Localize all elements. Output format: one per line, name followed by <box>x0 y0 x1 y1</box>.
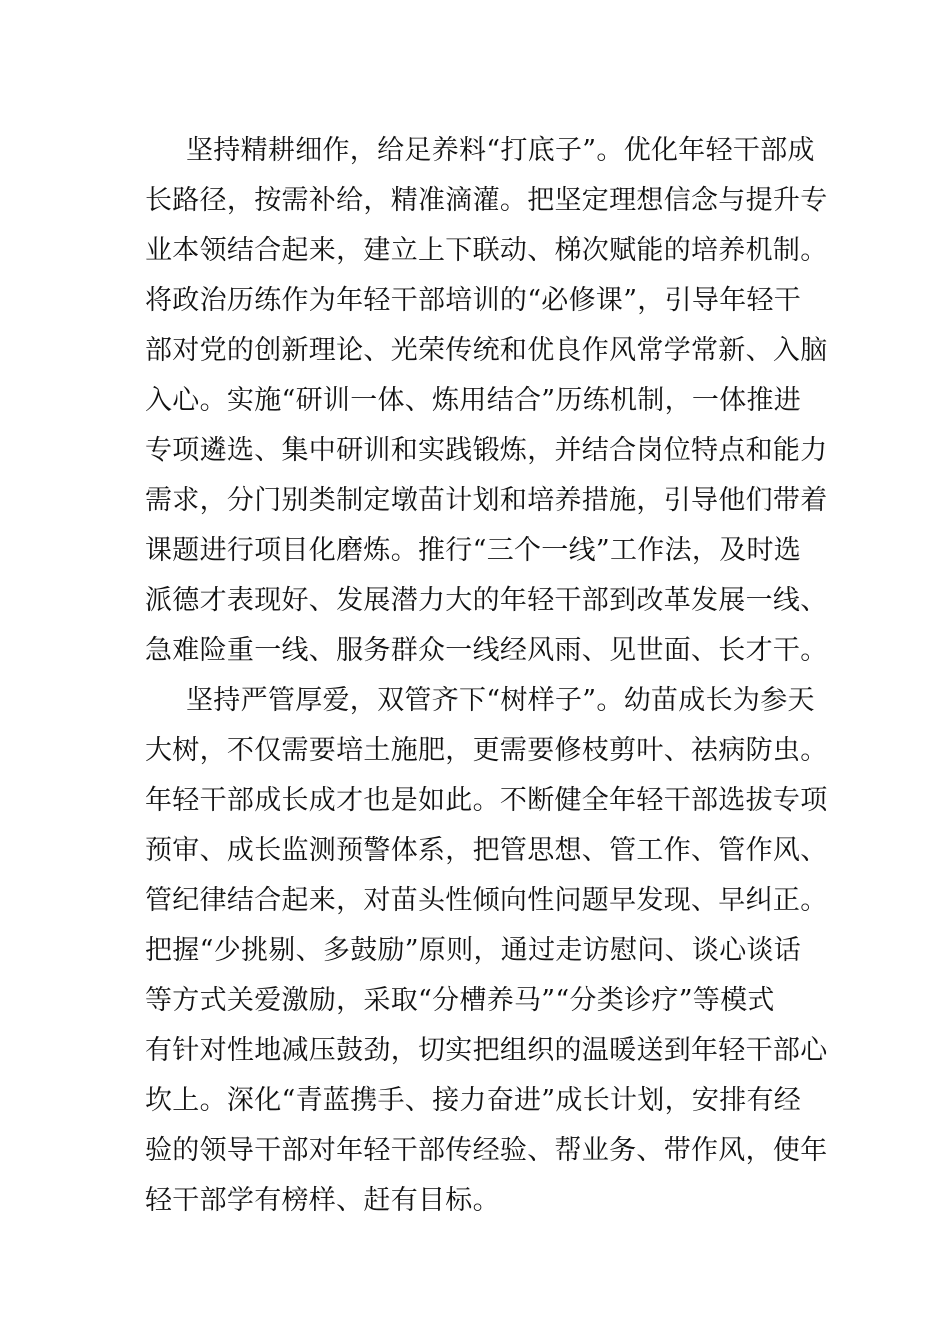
paragraph-line: 坚持精耕细作，给足养料“打底子”。优化年轻干部成 <box>186 135 815 166</box>
paragraph-line: 入心。实施“研训一体、炼用结合”历练机制，一体推进 <box>145 385 802 416</box>
paragraph-line: 轻干部学有榜样、赶有目标。 <box>145 1185 500 1216</box>
paragraph-line: 部对党的创新理论、光荣传统和优良作风常学常新、入脑 <box>145 335 828 366</box>
paragraph-line: 有针对性地减压鼓劲，切实把组织的温暖送到年轻干部心 <box>145 1035 828 1066</box>
paragraph-line: 派德才表现好、发展潜力大的年轻干部到改革发展一线、 <box>145 585 828 616</box>
paragraph-line: 管纪律结合起来，对苗头性倾向性问题早发现、早纠正。 <box>145 885 828 916</box>
paragraph-line: 急难险重一线、服务群众一线经风雨、见世面、长才干。 <box>145 635 828 666</box>
paragraph-1 <box>145 126 828 676</box>
paragraph-line: 预审、成长监测预警体系，把管思想、管工作、管作风、 <box>145 835 828 866</box>
paragraph-line: 等方式关爱激励，采取“分槽养马”“分类诊疗”等模式 <box>145 985 775 1016</box>
paragraph-line: 专项遴选、集中研训和实践锻炼，并结合岗位特点和能力 <box>145 435 828 466</box>
paragraph-line: 坎上。深化“青蓝携手、接力奋进”成长计划，安排有经 <box>145 1085 802 1116</box>
paragraph-line: 业本领结合起来，建立上下联动、梯次赋能的培养机制。 <box>145 235 828 266</box>
document-body <box>145 126 828 1226</box>
paragraph-line: 坚持严管厚爱，双管齐下“树样子”。幼苗成长为参天 <box>186 685 815 716</box>
paragraph-line: 年轻干部成长成才也是如此。不断健全年轻干部选拔专项 <box>145 785 828 816</box>
paragraph-line: 需求，分门别类制定墩苗计划和培养措施，引导他们带着 <box>145 485 828 516</box>
paragraph-line: 课题进行项目化磨炼。推行“三个一线”工作法，及时选 <box>145 535 802 566</box>
paragraph-line: 将政治历练作为年轻干部培训的“必修课”，引导年轻干 <box>145 285 802 316</box>
paragraph-line: 把握“少挑剔、多鼓励”原则，通过走访慰问、谈心谈话 <box>145 935 802 966</box>
paragraph-line: 长路径，按需补给，精准滴灌。把坚定理想信念与提升专 <box>145 185 828 216</box>
paragraph-line: 验的领导干部对年轻干部传经验、帮业务、带作风，使年 <box>145 1135 828 1166</box>
paragraph-2 <box>145 676 828 1226</box>
paragraph-line: 大树，不仅需要培土施肥，更需要修枝剪叶、祛病防虫。 <box>145 735 828 766</box>
